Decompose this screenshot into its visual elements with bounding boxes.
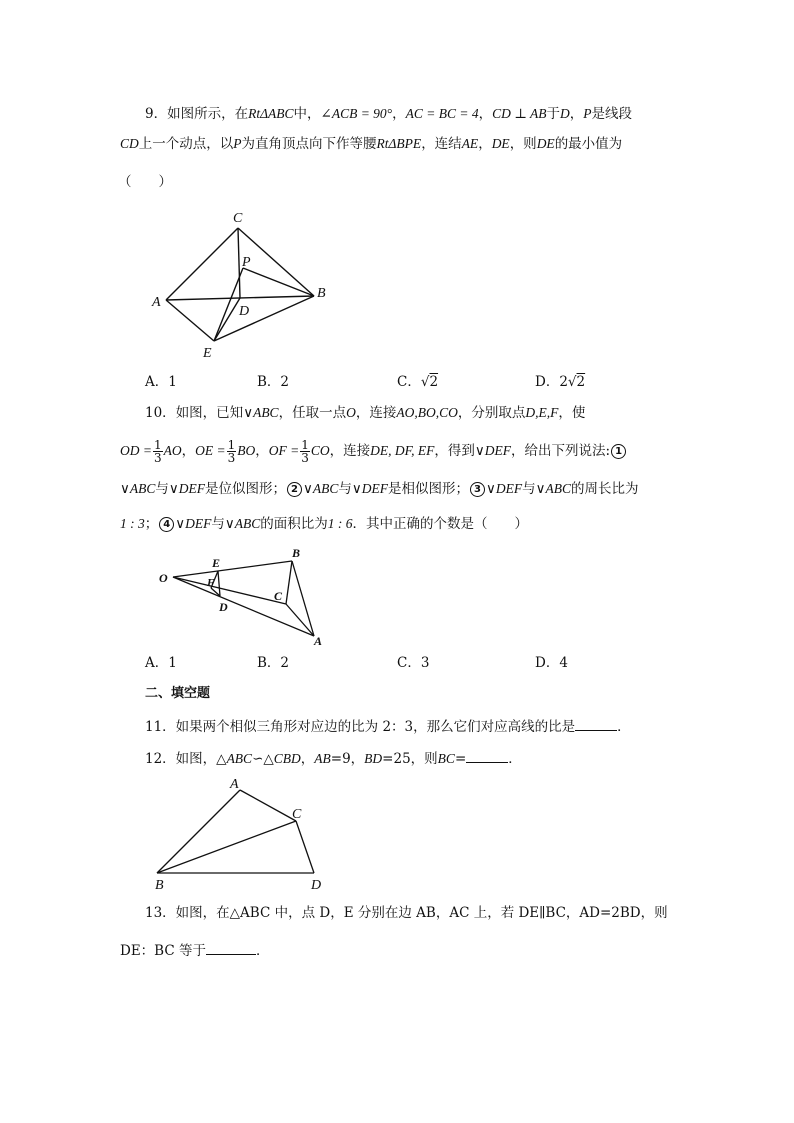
q9-label-d: D (239, 304, 250, 319)
q12: 12．如图，△ABC∽△CBD，AB=9，BD=25，则BC= ． (145, 748, 522, 769)
q12-label-a: A (230, 777, 239, 792)
q9-label-c: C (233, 211, 243, 226)
circled-number-icon: 3 (470, 482, 485, 497)
section-title-fill-in: 二、填空题 (145, 686, 211, 701)
q9-label-p: P (242, 255, 251, 270)
q9-answer-paren: （ ） (118, 174, 172, 190)
q9-option-c[interactable]: C．√2 (397, 374, 439, 390)
q12-label-d: D (311, 878, 322, 893)
q10-label-d: D (219, 600, 228, 614)
q10-label-a: A (314, 634, 323, 648)
q10-label-e: E (212, 556, 221, 570)
q10-line4: 1 : 3； 4 ∨DEF与∨ABC的面积比为1 : 6．其中正确的个数是（ ） (120, 516, 529, 532)
fraction: $\frac{1}{3}$ (153, 438, 162, 465)
q12-seg-bc (157, 821, 296, 873)
q13-line1: 13．如图，在△ABC 中，点 D，E 分别在边 AB，AC 上，若 DE∥BC，AD=2BD，则 (145, 905, 668, 921)
q10-line2: OD = $\frac{1}{3}$ AO，OE = $\frac{1}{3}$ BO，OF = $\frac{1}{3}$ CO，连接DE, DF, EF，得到∨DEF，给出下列说法: 1 (120, 439, 627, 464)
fraction: $\frac{1}{3}$ (227, 438, 236, 465)
q10-line1: 10．如图，已知∨ABC，任取一点O，连接AO,BO,CO，分别取点D,E,F，使 (145, 405, 586, 421)
q11: 11．如果两个相似三角形对应边的比为 2：3，那么它们对应高线的比是 ． (145, 716, 631, 737)
q10-label-f: F (207, 577, 215, 589)
q12-label-b: B (155, 878, 164, 893)
q10-option-c[interactable]: C．3 (397, 655, 430, 671)
q9-label-b: B (317, 286, 326, 301)
answer-blank[interactable] (206, 940, 256, 955)
q9-line1: 9．如图所示，在RtΔABC中，∠ACB = 90°，AC = BC = 4，CD ⊥ AB于D，P是线段 (145, 106, 633, 122)
q12-seg-cd (296, 821, 314, 873)
q9-label-e: E (203, 346, 212, 361)
q9-line2: CD上一个动点，以P为直角顶点向下作等腰RtΔBPE，连结AE，DE，则DE的最小值为 (120, 136, 623, 152)
q12-seg-ab (157, 790, 240, 873)
q9-label-a: A (152, 295, 161, 310)
q13-line2: DE：BC 等于 ． (120, 940, 269, 961)
q10-line3: ∨ABC与∨DEF是位似图形； 2 ∨ABC与∨DEF是相似图形； 3 ∨DEF与∨ABC的周长比为 (120, 481, 639, 497)
q10-label-c: C (274, 589, 283, 603)
sqrt-symbol-icon: √ (420, 374, 430, 390)
q10-option-a[interactable]: A．1 (145, 655, 177, 671)
q10-option-b[interactable]: B．2 (257, 655, 290, 671)
q9-option-b[interactable]: B．2 (257, 374, 290, 390)
circled-number-icon: 1 (611, 444, 626, 459)
q10-label-b: B (292, 546, 301, 560)
q12-seg-ac (240, 790, 296, 821)
q10-label-o: O (159, 571, 168, 585)
q12-label-c: C (292, 807, 302, 822)
sqrt-symbol-icon: √ (567, 374, 577, 390)
q10-option-d[interactable]: D．4 (535, 655, 568, 671)
q9-option-d[interactable]: D．2√2 (535, 374, 586, 390)
circled-number-icon: 2 (287, 482, 302, 497)
circled-number-icon: 4 (159, 517, 174, 532)
fraction: $\frac{1}{3}$ (301, 438, 309, 465)
q9-option-a[interactable]: A．1 (145, 374, 177, 390)
